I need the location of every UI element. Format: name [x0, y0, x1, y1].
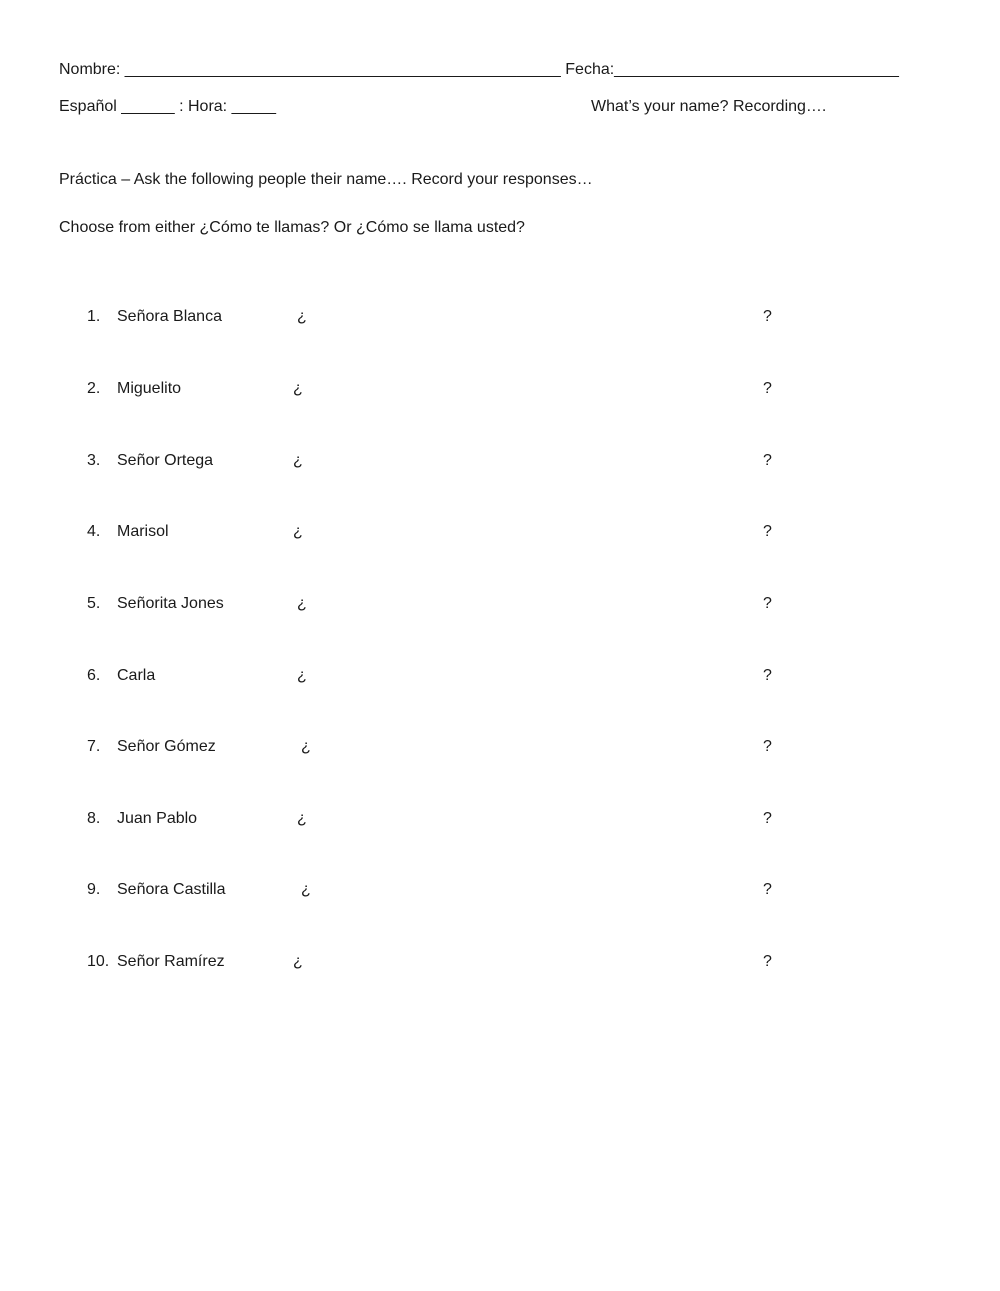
- person-name: Miguelito: [117, 380, 182, 397]
- item-number: 9.: [87, 881, 101, 898]
- list-item: [0, 449, 1000, 473]
- person-name: Señor Ramírez: [117, 953, 225, 970]
- list-item: [0, 878, 1000, 902]
- list-item: [0, 735, 1000, 759]
- item-number: 10.: [87, 953, 110, 970]
- open-question-mark: ¿: [301, 738, 311, 755]
- open-question-mark: ¿: [293, 380, 303, 397]
- close-question-mark: ?: [763, 667, 772, 684]
- item-number: 8.: [87, 810, 101, 827]
- item-number: 4.: [87, 523, 101, 540]
- instruction-practice: Práctica – Ask the following people their name…. Record your responses…: [59, 171, 593, 188]
- list-item: [0, 592, 1000, 616]
- open-question-mark: ¿: [293, 953, 303, 970]
- open-question-mark: ¿: [297, 667, 307, 684]
- person-name: Carla: [117, 667, 156, 684]
- item-number: 6.: [87, 667, 101, 684]
- person-name: Marisol: [117, 523, 169, 540]
- list-item: [0, 305, 1000, 329]
- close-question-mark: ?: [763, 380, 772, 397]
- open-question-mark: ¿: [297, 308, 307, 325]
- open-question-mark: ¿: [297, 595, 307, 612]
- open-question-mark: ¿: [301, 881, 311, 898]
- person-name: Señor Ortega: [117, 452, 214, 469]
- open-question-mark: ¿: [297, 810, 307, 827]
- list-item: [0, 664, 1000, 688]
- person-name: Señorita Jones: [117, 595, 224, 612]
- close-question-mark: ?: [763, 595, 772, 612]
- list-item: [0, 950, 1000, 974]
- list-item: [0, 520, 1000, 544]
- class-hour-line: Español ______ : Hora: _____: [59, 98, 277, 115]
- close-question-mark: ?: [763, 308, 772, 325]
- open-question-mark: ¿: [293, 452, 303, 469]
- item-number: 1.: [87, 308, 101, 325]
- instruction-choose: Choose from either ¿Cómo te llamas? Or ¿Cómo se llama usted?: [59, 219, 525, 236]
- close-question-mark: ?: [763, 452, 772, 469]
- list-item: [0, 377, 1000, 401]
- close-question-mark: ?: [763, 953, 772, 970]
- item-number: 2.: [87, 380, 101, 397]
- close-question-mark: ?: [763, 810, 772, 827]
- close-question-mark: ?: [763, 523, 772, 540]
- item-number: 3.: [87, 452, 101, 469]
- person-name: Señor Gómez: [117, 738, 216, 755]
- person-name: Señora Castilla: [117, 881, 226, 898]
- person-name: Juan Pablo: [117, 810, 198, 827]
- item-number: 7.: [87, 738, 101, 755]
- person-name: Señora Blanca: [117, 308, 222, 325]
- open-question-mark: ¿: [293, 523, 303, 540]
- list-item: [0, 807, 1000, 831]
- name-date-line: Nombre: _________________________________________________ Fecha:________________________________: [59, 61, 899, 78]
- close-question-mark: ?: [763, 881, 772, 898]
- worksheet-title: What’s your name? Recording….: [591, 98, 827, 115]
- close-question-mark: ?: [763, 738, 772, 755]
- item-number: 5.: [87, 595, 101, 612]
